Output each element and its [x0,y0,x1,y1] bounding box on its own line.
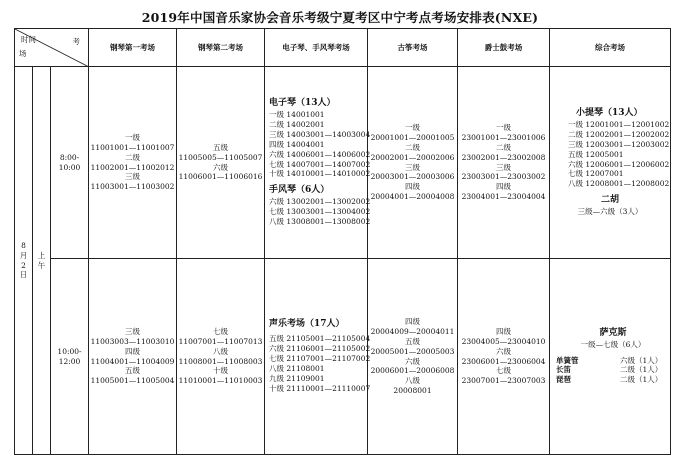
entry: 一级 [405,122,421,132]
slot2-vocal [265,259,371,455]
entry: 一级 [496,122,512,132]
date-cell [15,67,33,455]
entry: 11007001—11007013 [178,336,263,346]
time-start-2: 10:00- [57,346,82,356]
entry: 11005001—11005004 [90,376,175,386]
date-month: 8 [21,240,26,250]
ampm-char-2: 午 [37,260,46,270]
date-day: 2 [21,260,26,270]
slot2-drum [458,259,550,455]
instrument-name: 琵琶 [556,375,572,385]
entry: 一级 [125,132,141,142]
sax-title: 萨克斯 [599,327,627,338]
entry: 五级 [213,142,229,152]
instrument-range: 六级（1人） [620,355,663,365]
entry: 八级 [213,346,229,356]
entry: 20006001—20006008 [370,366,455,376]
entry: 四级 14004001 [269,139,325,149]
slot1-keyboard-accordion [265,67,371,259]
entry: 20005001—20005003 [370,346,455,356]
entry: 七级 [213,326,229,336]
entry: 四级 [496,182,512,192]
erhu-range: 三级—六级（3人） [577,207,643,217]
entry: 23007001—23007003 [461,376,546,386]
entry: 四级 [405,316,421,326]
entry: 二级 [125,152,141,162]
entry: 五级 12005001 [568,149,624,159]
entry: 九级 21109001 [269,373,325,383]
date-month-char: 月 [19,250,28,260]
entry: 23004005—23004010 [461,336,546,346]
entry: 20003001—20003006 [370,172,455,182]
entry: 二级 [405,142,421,152]
time-slot-2 [51,259,89,455]
entry: 11010001—11010003 [178,376,263,386]
entry: 20008001 [393,386,432,396]
entry: 五级 21105001—21105004 [269,334,371,344]
entry: 三级 [125,172,141,182]
header-guzheng: 古筝考场 [368,29,458,67]
corner-time-label: 时间 [21,35,36,44]
entry: 五级 [125,366,141,376]
entry: 20004001—20004008 [370,192,455,202]
entry: 二级 [496,142,512,152]
ampm-cell [33,67,51,455]
entry: 四级 [496,326,512,336]
entry: 三级 [405,162,421,172]
entry: 六级 14006001—14006002 [269,149,371,159]
entry: 23003001—23003002 [461,172,546,182]
entry: 七级 13003001—13004002 [269,207,371,217]
header-keyboard-accordion: 电子琴、手风琴考场 [265,29,368,67]
slot2-general [550,259,671,455]
slot1-guzheng [368,67,458,259]
entry: 23004001—23004004 [461,192,546,202]
slot1-piano1 [89,67,177,259]
vocal-title: 声乐考场（17人） [269,319,345,330]
corner-field-label: 场 [19,49,27,58]
entry: 三级 [125,326,141,336]
header-piano-1: 钢琴第一考场 [89,29,177,67]
entry: 11001001—11001007 [90,142,175,152]
header-piano-2: 钢琴第二考场 [177,29,265,67]
header-general: 综合考场 [550,29,671,67]
entry: 六级 [213,162,229,172]
entry: 三级 14003001—14003004 [269,129,371,139]
entry: 一级 12001001—12001002 [568,119,670,129]
entry: 三级 [496,162,512,172]
schedule-table [14,28,671,455]
entry: 五级 [405,336,421,346]
entry: 11002001—11002012 [90,162,175,172]
entry: 23002001—23002008 [461,152,546,162]
instrument-row [556,375,670,385]
ampm-char-1: 上 [37,250,46,260]
entry: 六级 13002001—13002002 [269,197,371,207]
entry: 六级 [496,346,512,356]
entry: 四级 [405,182,421,192]
entry: 20001001—20001005 [370,132,455,142]
entry: 十级 21110001—21110007 [269,383,371,393]
entry: 11005005—11005007 [178,152,263,162]
slot2-piano2 [177,259,265,455]
slot1-piano2 [177,67,265,259]
violin-title: 小提琴（13人） [576,108,643,119]
entry: 四级 [125,346,141,356]
time-end-1: 10:00 [58,162,81,172]
instrument-name: 单簧管 [556,355,579,365]
entry: 七级 12007001 [568,169,624,179]
time-slot-1 [51,67,89,259]
entry: 十级 [213,366,229,376]
entry: 八级 [405,376,421,386]
corner-exam-label: 考 [72,37,81,46]
instrument-row [556,365,670,375]
accordion-title: 手风琴（6人） [269,185,330,196]
instrument-range: 二级（1人） [620,375,663,385]
slot1-drum [458,67,550,259]
entry: 一级 14001001 [269,110,325,120]
entry: 七级 [496,366,512,376]
slot2-guzheng [368,259,458,455]
slot2-piano1 [89,259,177,455]
entry: 20002001—20002006 [370,152,455,162]
slot-row-2 [15,259,671,455]
erhu-title: 二胡 [601,195,620,206]
instrument-row [556,356,670,366]
entry: 11003003—11003010 [90,336,175,346]
entry: 六级 [405,356,421,366]
sax-range: 一级—七级（6人） [580,339,646,349]
entry: 11004001—11004009 [90,356,175,366]
entry: 11006001—11006016 [178,172,263,182]
entry: 六级 12006001—12006002 [568,159,670,169]
entry: 三级 12003001—12003002 [568,139,670,149]
slot-row-1 [15,67,671,259]
entry: 二级 12002001—12002002 [568,129,670,139]
header-row [15,29,671,67]
header-corner [15,29,89,67]
instrument-name: 长笛 [556,365,572,375]
time-start-1: 8:00- [59,152,80,162]
entry: 八级 21108001 [269,363,325,373]
header-jazz-drum: 爵士鼓考场 [458,29,550,67]
entry: 八级 12008001—12008002 [568,179,670,189]
slot1-general [550,67,671,259]
entry: 20004009—20004011 [370,326,455,336]
entry: 11008001—11008003 [178,356,263,366]
entry: 八级 13008001—13008002 [269,216,371,226]
date-day-char: 日 [19,270,28,280]
page-title: 2019年中国音乐家协会音乐考级宁夏考区中宁考点考场安排表(NXE) [141,10,539,25]
entry: 十级 14010001—14010002 [269,169,371,179]
entry: 23006001—23006004 [461,356,546,366]
time-end-2: 12:00 [58,356,81,366]
entry: 二级 14002001 [269,119,325,129]
keyboard-title: 电子琴（13人） [269,98,336,109]
entry: 七级 21107001—21107002 [269,354,371,364]
entry: 六级 21106001—21105002 [269,344,371,354]
entry: 七级 14007001—14007002 [269,159,371,169]
instrument-range: 二级（1人） [620,365,663,375]
entry: 23001001—23001006 [461,132,546,142]
entry: 11003001—11003002 [90,182,175,192]
